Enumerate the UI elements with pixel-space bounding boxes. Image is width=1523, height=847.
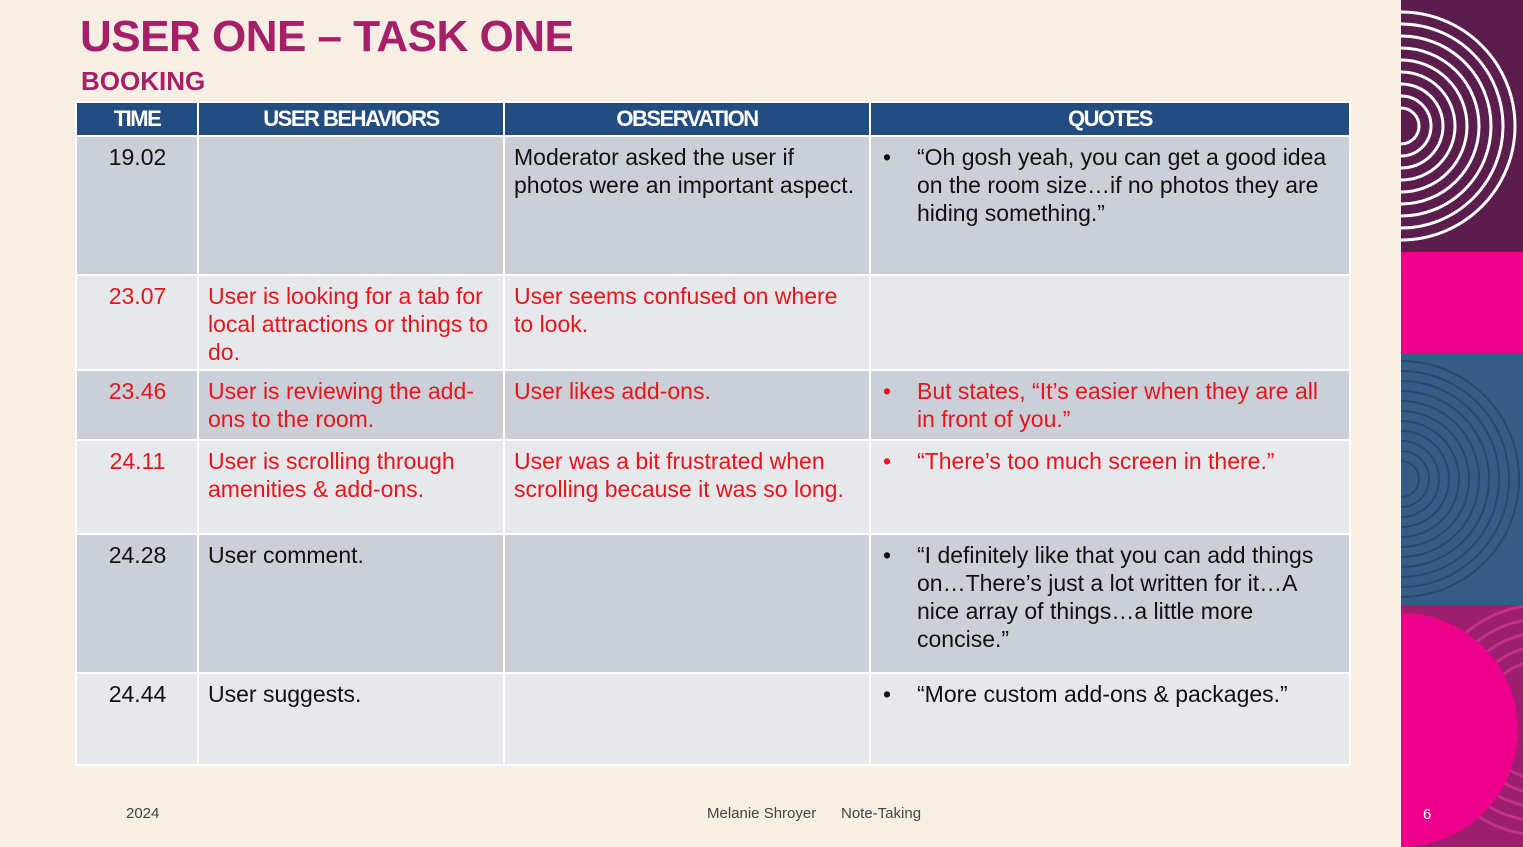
cell-observation [504, 534, 870, 673]
header-observation: OBSERVATION [504, 102, 870, 136]
quote-item: • But states, “It’s easier when they are all in front of you.” [917, 377, 1341, 433]
footer-doc-title: Note-Taking [841, 805, 922, 822]
header-time: TIME [76, 102, 198, 136]
quote-list [880, 377, 1341, 433]
cell-time: 24.44 [76, 673, 198, 765]
cell-observation: User likes add-ons. [504, 370, 870, 440]
cell-time: 24.28 [76, 534, 198, 673]
cell-observation: User seems confused on where to look. [504, 275, 870, 370]
cell-observation [504, 673, 870, 765]
slide-subtitle: BOOKING [81, 66, 206, 96]
cell-time: 24.11 [76, 440, 198, 534]
quote-list [880, 680, 1341, 708]
cell-time: 19.02 [76, 136, 198, 275]
table-row [76, 534, 1350, 673]
cell-quote [870, 673, 1350, 765]
quote-item: • “There’s too much screen in there.” [917, 447, 1341, 475]
header-user-behaviors: USER BEHAVIORS [198, 102, 504, 136]
cell-quote [870, 440, 1350, 534]
cell-behavior: User is scrolling through amenities & add-ons. [198, 440, 504, 534]
cell-behavior: User suggests. [198, 673, 504, 765]
table-row [76, 370, 1350, 440]
pink-block [1401, 252, 1523, 353]
quote-item: • “Oh gosh yeah, you can get a good idea on the room size…if no photos they are hiding something.” [917, 143, 1341, 227]
cell-behavior: User is looking for a tab for local attractions or things to do. [198, 275, 504, 370]
cell-observation: User was a bit frustrated when scrolling because it was so long. [504, 440, 870, 534]
cell-quote [870, 534, 1350, 673]
table-row [76, 275, 1350, 370]
quote-item: • “More custom add-ons & packages.” [917, 680, 1341, 708]
table-row [76, 136, 1350, 275]
cell-quote [870, 136, 1350, 275]
cell-quote [870, 370, 1350, 440]
decorative-side-panel [1401, 0, 1523, 847]
quote-list [880, 447, 1341, 475]
quote-list [880, 541, 1341, 653]
table-row [76, 440, 1350, 534]
cell-quote [870, 275, 1350, 370]
quote-list [880, 143, 1341, 227]
slide-title: USER ONE – TASK ONE [80, 12, 574, 61]
cell-time: 23.07 [76, 275, 198, 370]
cell-behavior: User is reviewing the add-ons to the room. [198, 370, 504, 440]
table-row [76, 673, 1350, 765]
notes-table [75, 101, 1351, 766]
footer-author: Melanie Shroyer [707, 805, 817, 822]
table-header-row [76, 102, 1350, 136]
cell-observation: Moderator asked the user if photos were an important aspect. [504, 136, 870, 275]
cell-behavior [198, 136, 504, 275]
cell-behavior: User comment. [198, 534, 504, 673]
cell-time: 23.46 [76, 370, 198, 440]
header-quotes: QUOTES [870, 102, 1350, 136]
slide-number: 6 [1423, 806, 1432, 823]
footer-year: 2024 [126, 805, 160, 822]
quote-item: • “I definitely like that you can add things on…There’s just a lot written for it…A nice array of things…a little more concise.” [917, 541, 1341, 653]
